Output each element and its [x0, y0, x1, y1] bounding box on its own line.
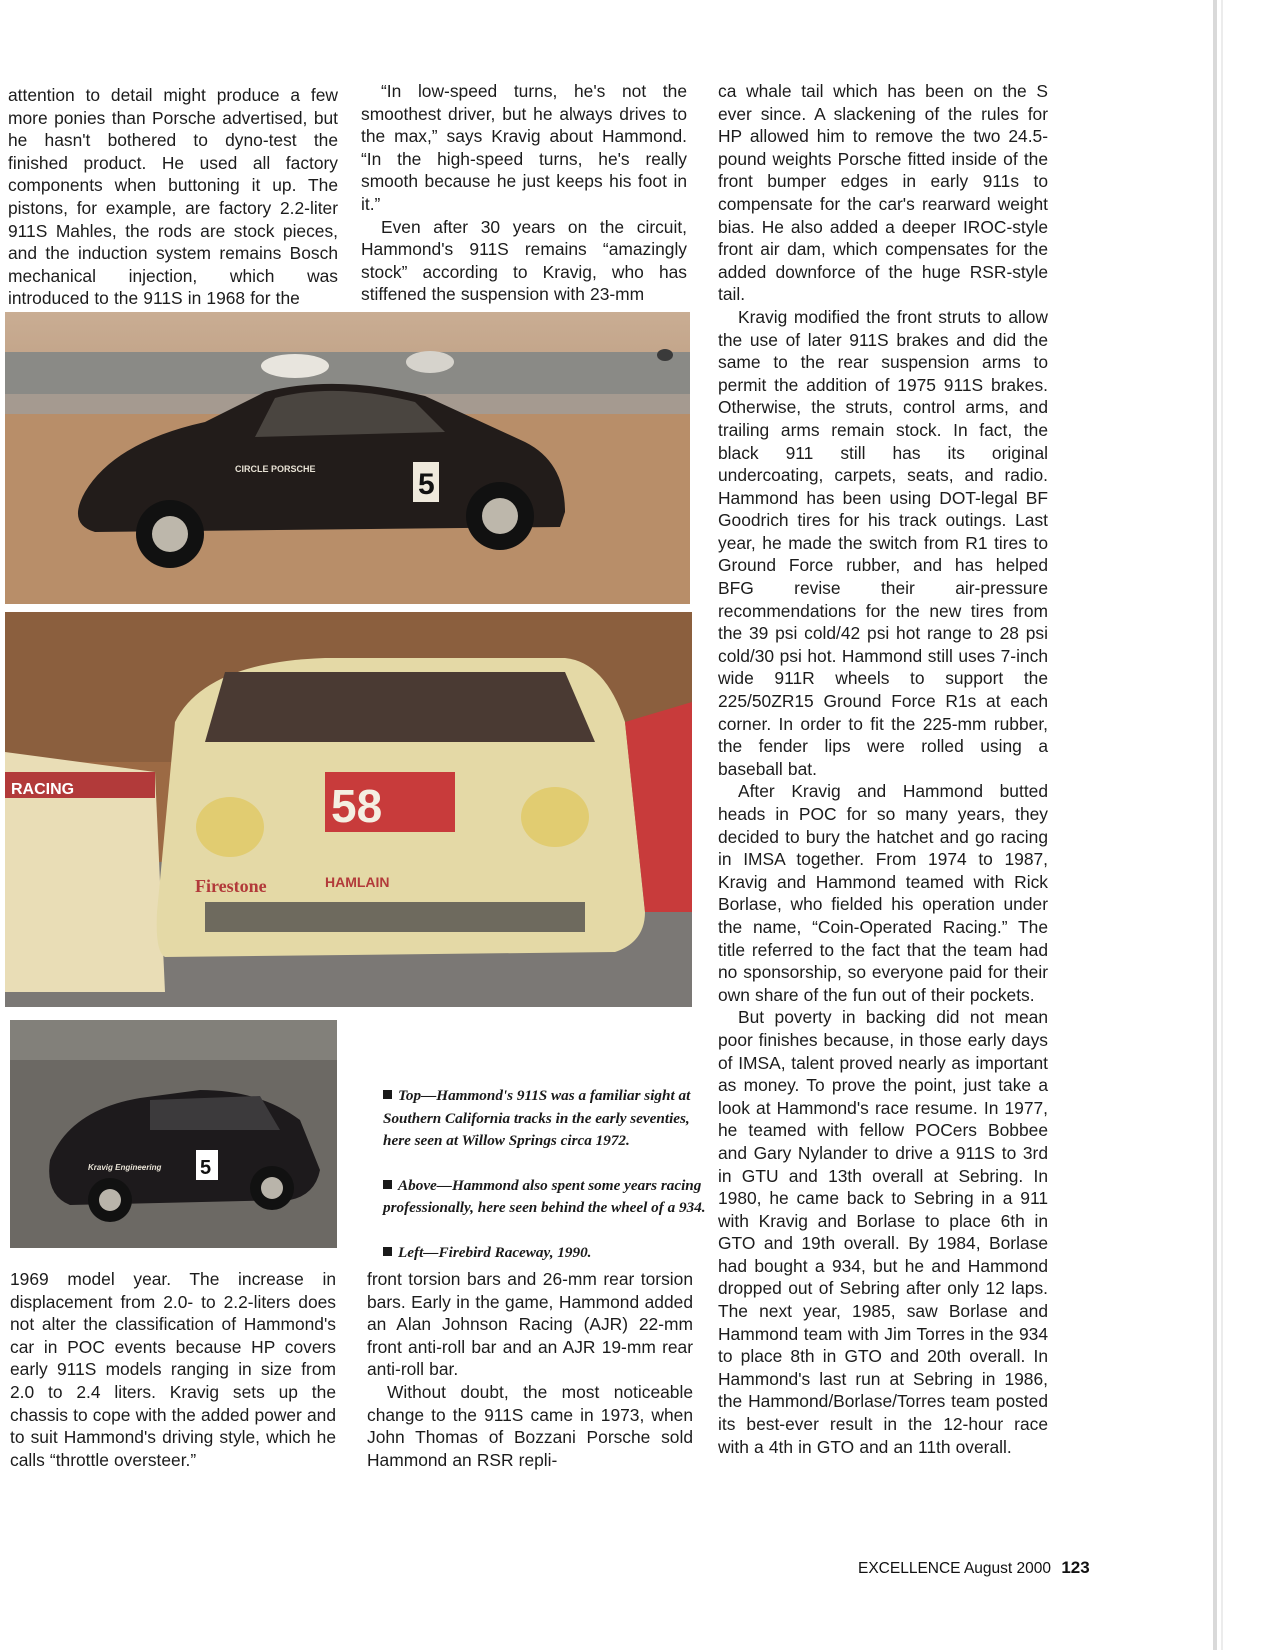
paragraph: “In low-speed turns, he's not the smoothest driver, but he always drives to the max,” says Kravig about Hammond. “In the high-speed turns, he's really smooth because he just keeps his foot in it.” — [361, 81, 687, 214]
left-car-number: 5 — [200, 1157, 212, 1179]
paragraph: 1969 model year. The increase in displacement from 2.0- to 2.2-liters does not alter the classification of Hammond's car in POC events because HP covers early 911S models ranging in size from 2.0 to 2.4 liters. Kravig sets up the chassis to cope with the added power and to suit Hammond's driving style, which he calls “throttle oversteer.” — [10, 1269, 336, 1470]
column-1-bottom — [10, 1268, 336, 1471]
paragraph: But poverty in backing did not mean poor finishes because, in those early days of IMSA, talent proved nearly as important as money. To prove the point, just take a look at Hammond's race resume. In 1977, he teamed with fellow POCers Bobbee and Gary Nylander to drive a 911S to 3rd in GTU and 13th overall at Sebring. In 1980, he came back to Sebring in a 911 with Kravig and Borlase to place 6th in GTO and 19th overall. By 1984, Borlase had bought a 934, but he and Hammond dropped out of Sebring after only 12 laps. The next year, 1985, saw Borlase and Hammond team with Jim Torres in the 934 to place 8th in GTO and 20th overall. In Hammond's last run at Sebring in 1986, the Hammond/Borlase/Torres team posted its best-ever result in the 12-hour race with a 4th in GTO and an 11th overall. — [718, 1007, 1048, 1457]
photo-left-firebird-raceway — [10, 1020, 337, 1248]
paragraph: Kravig modified the front struts to allow the use of later 911S brakes and did the same to the rear suspension arms to permit the addition of 1975 911S brakes. Otherwise, the struts, control arms, and trailing arms remain stock. In fact, the black 911 still has its original undercoating, carpets, seats, and radio. Hammond has been using DOT-legal BF Goodrich tires for his track outings. Last year, he made the switch from R1 tires to Ground Force rubber, and has helped BFG revise their air-pressure recommendations for the new tires from the 39 psi cold/42 psi hot range to 28 psi cold/30 psi hot. Hammond still uses 7-inch wide 911R wheels to support the 225/50ZR15 Ground Force R1s at each corner. In order to fit the 225-mm rubber, the fender lips were rolled using a baseball bat. — [718, 306, 1048, 779]
column-2-bottom — [367, 1268, 693, 1471]
top-car-side-text: CIRCLE PORSCHE — [235, 464, 316, 474]
column-2-top — [361, 80, 687, 306]
paragraph: Without doubt, the most noticeable change to the 911S came in 1973, when John Thomas of Bozzani Porsche sold Hammond an RSR repli- — [367, 1381, 693, 1470]
caption-top: Top—Hammond's 911S was a familiar sight at Southern California tracks in the early seventies, here seen at Willow Springs circa 1972. — [383, 1087, 691, 1150]
page-number: 123 — [1061, 1558, 1090, 1577]
page-edge — [1213, 0, 1217, 1650]
paragraph: ca whale tail which has been on the S ever since. A slackening of the rules for HP allowed him to remove the two 24.5-pound weights Porsche fitted inside of the front bumper edges in early 911s to compensate for the car's rearward weight bias. He also added a deeper IROC-style front air dam, which compensates for the added downforce of the huge RSR-style tail. — [718, 81, 1048, 305]
caption-left: Left—Firebird Raceway, 1990. — [383, 1242, 713, 1265]
middle-car-sponsor: Firestone — [195, 876, 267, 896]
photo-captions — [383, 1085, 713, 1287]
photo-top-black-911s — [5, 312, 690, 604]
square-bullet-icon — [383, 1247, 392, 1256]
middle-car-number: 58 — [331, 780, 383, 832]
column-3 — [718, 80, 1048, 1458]
column-1-top — [8, 84, 338, 310]
paragraph: attention to detail might produce a few more ponies than Porsche advertised, but he hasn't bothered to dyno-test the finished product. He used all factory components when buttoning it up. The pistons, for example, are factory 2.2-liter 911S Mahles, the rods are stock pieces, and the induction system remains Bosch mechanical injection, which was introduced to the 911S in 1968 for the — [8, 85, 338, 309]
magazine-name: EXCELLENCE — [858, 1560, 961, 1577]
paragraph: Even after 30 years on the circuit, Hammond's 911S remains “amazingly stock” according to Kravig, who has stiffened the suspension with 23-mm — [361, 216, 687, 305]
middle-car-sponsor-2: HAMLAIN — [325, 874, 390, 890]
issue-date: August 2000 — [963, 1560, 1052, 1577]
middle-left-car-text: RACING — [11, 781, 75, 798]
square-bullet-icon — [383, 1090, 392, 1099]
top-car-number: 5 — [418, 468, 435, 501]
square-bullet-icon — [383, 1180, 392, 1189]
paragraph: front torsion bars and 26-mm rear torsion bars. Early in the game, Hammond added an Alan Johnson Racing (AJR) 22-mm front anti-roll bar and an AJR 19-mm rear anti-roll bar. — [367, 1269, 693, 1380]
photo-middle-934-58 — [5, 612, 692, 1007]
left-car-side-text: Kravig Engineering — [88, 1163, 162, 1172]
caption-above: Above—Hammond also spent some years racing professionally, here seen behind the wheel of a 934. — [383, 1176, 706, 1217]
paragraph: After Kravig and Hammond butted heads in POC for so many years, they decided to bury the hatchet and go racing in IMSA together. From 1974 to 1987, Kravig and Hammond teamed with Rick Borlase, who fielded his operation under the name, “Coin-Operated Racing.” The title referred to the fact that the team had no sponsorship, so everyone paid for their own share of the fun out of their pockets. — [718, 781, 1048, 1005]
page-footer — [858, 1558, 1090, 1578]
page-edge-shadow — [1221, 0, 1223, 1650]
